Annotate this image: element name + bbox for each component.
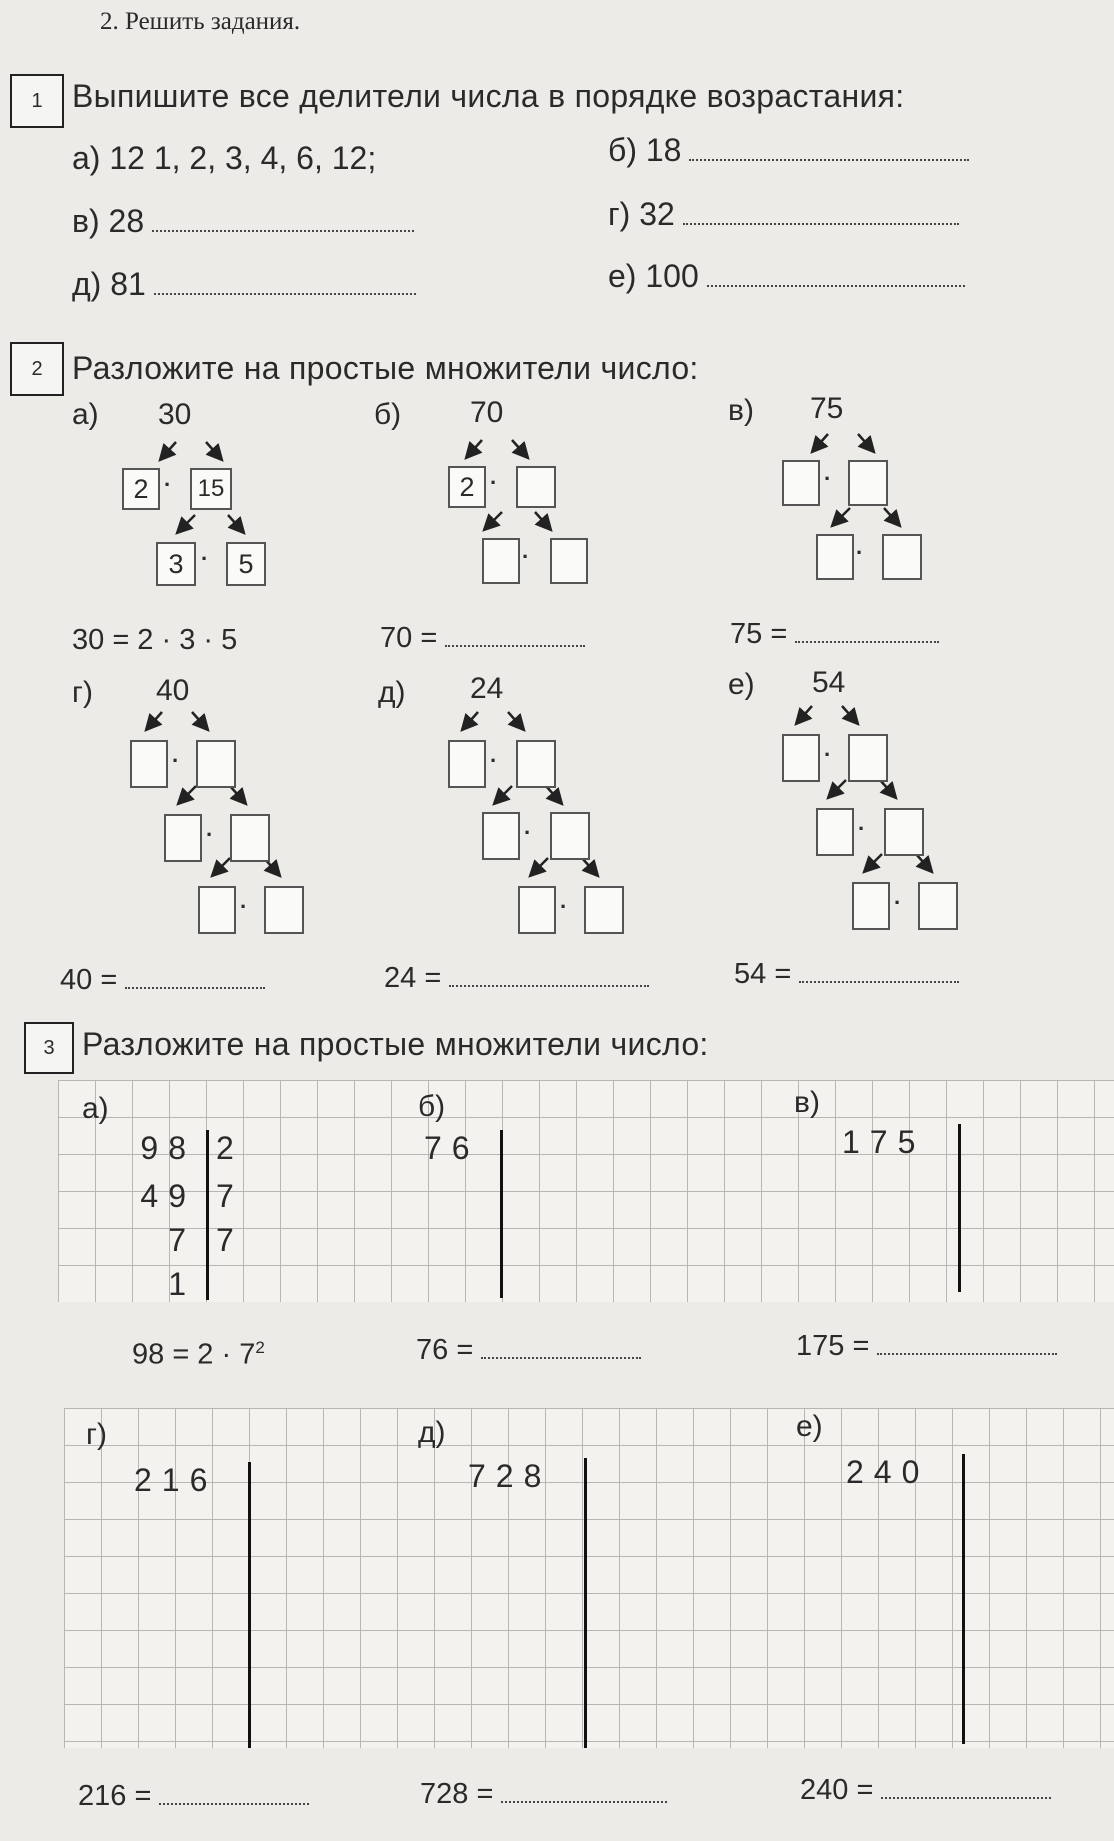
- grid-a-result-text: 98 = 2 · 7: [132, 1338, 256, 1371]
- grid-a-row2-divisor: 7: [216, 1178, 244, 1214]
- arrow: [546, 786, 562, 804]
- tree-d-result-text: 24 =: [384, 962, 442, 994]
- tree-v-label: в): [728, 394, 754, 427]
- answer-line[interactable]: [501, 1797, 667, 1803]
- page-header: 2. Решить задания.: [100, 8, 301, 35]
- multiply-dot: ·: [206, 822, 214, 847]
- tree-b-result: [380, 622, 585, 655]
- grid-d-number: 728: [468, 1458, 552, 1494]
- multiply-dot: ·: [824, 466, 832, 491]
- factor-box[interactable]: [782, 734, 820, 782]
- arrow: [858, 434, 874, 452]
- factor-box[interactable]: [584, 886, 624, 934]
- tree-e-label: е): [728, 668, 755, 701]
- arrow: [178, 786, 196, 804]
- arrow: [535, 512, 551, 530]
- answer-line[interactable]: [481, 1353, 641, 1359]
- factor-box[interactable]: [852, 882, 890, 930]
- factor-box[interactable]: [448, 740, 486, 788]
- multiply-dot: ·: [201, 546, 209, 571]
- arrow: [828, 780, 846, 798]
- grid-e-result-text: 240 =: [800, 1774, 874, 1806]
- task2-number: 2: [10, 342, 64, 396]
- division-line[interactable]: [500, 1130, 503, 1298]
- arrow: [146, 712, 162, 730]
- tree-a-result: 30 = 2 · 3 · 5: [72, 624, 238, 656]
- answer-line[interactable]: [799, 977, 959, 983]
- tree-b-number: 70: [470, 396, 504, 429]
- factor-box[interactable]: [264, 886, 304, 934]
- grid-d-result-text: 728 =: [420, 1778, 494, 1810]
- factor-box[interactable]: 3: [156, 542, 196, 586]
- arrow: [230, 786, 246, 804]
- factor-box[interactable]: 2: [122, 468, 160, 510]
- tree-e-result: [734, 958, 959, 991]
- arrow: [796, 706, 812, 724]
- factor-box[interactable]: 15: [190, 468, 232, 510]
- grid-a-row1-number: 98: [140, 1130, 196, 1166]
- grid-g-result-text: 216 =: [78, 1780, 152, 1812]
- grid-d-result: [420, 1778, 667, 1811]
- task1-item-g-label: г) 32: [608, 196, 675, 232]
- arrow: [812, 434, 828, 452]
- grid-b-result-text: 76 =: [416, 1334, 474, 1366]
- tree-e-result-text: 54 =: [734, 958, 792, 990]
- arrow: [832, 508, 850, 526]
- multiply-dot: ·: [856, 540, 864, 565]
- factor-box[interactable]: [516, 466, 556, 508]
- task2-title: Разложите на простые множители число:: [72, 350, 699, 386]
- tree-v-result-text: 75 =: [730, 618, 788, 650]
- multiply-dot: ·: [824, 742, 832, 767]
- factor-box[interactable]: [882, 534, 922, 580]
- grid-g-label: г): [86, 1418, 107, 1451]
- multiply-dot: ·: [172, 748, 180, 773]
- answer-line[interactable]: [881, 1793, 1051, 1799]
- tree-g-label: г): [72, 676, 93, 709]
- factor-box[interactable]: [918, 882, 958, 930]
- grid-a-row3-number: 7: [168, 1222, 196, 1258]
- division-line[interactable]: [962, 1454, 965, 1744]
- division-line: [206, 1130, 209, 1300]
- task1-title: Выпишите все делители числа в порядке возрастания:: [72, 78, 905, 114]
- tree-v-number: 75: [810, 392, 844, 425]
- grid-b-label: б): [418, 1090, 446, 1123]
- arrow: [228, 515, 244, 533]
- tree-d-number: 24: [470, 672, 504, 705]
- grid-a-result: [132, 1338, 265, 1372]
- grid-v-result-text: 175 =: [796, 1330, 870, 1362]
- task1-item-a-answer: 1, 2, 3, 4, 6, 12;: [153, 140, 377, 176]
- factor-box[interactable]: [550, 812, 590, 860]
- multiply-dot: ·: [894, 890, 902, 915]
- exponent: 2: [255, 1338, 265, 1357]
- factor-box[interactable]: [884, 808, 924, 856]
- tree-b-result-text: 70 =: [380, 622, 438, 654]
- grid-a-row4-number: 1: [168, 1266, 196, 1302]
- multiply-dot: ·: [522, 544, 530, 569]
- answer-line[interactable]: [125, 983, 265, 989]
- task1-item-b-label: б) 18: [608, 132, 682, 168]
- grid-g-result: [78, 1780, 309, 1813]
- factor-box[interactable]: [816, 534, 854, 580]
- grid-b-number: 76: [424, 1130, 480, 1166]
- arrow: [530, 858, 548, 876]
- answer-line[interactable]: [877, 1349, 1057, 1355]
- grid-d-label: д): [418, 1416, 446, 1449]
- arrow: [192, 712, 208, 730]
- grid-v-number: 175: [842, 1124, 926, 1160]
- division-line[interactable]: [584, 1458, 587, 1748]
- grid-e-label: е): [796, 1410, 823, 1443]
- tree-g-result-text: 40 =: [60, 964, 118, 996]
- factor-box[interactable]: [816, 808, 854, 856]
- factor-box[interactable]: 5: [226, 542, 266, 586]
- factor-box[interactable]: [516, 740, 556, 788]
- grid-a-label: а): [82, 1092, 109, 1125]
- answer-line[interactable]: [445, 641, 585, 647]
- tree-b-label: б): [374, 398, 402, 431]
- arrow: [916, 854, 932, 872]
- tree-d-result: [384, 962, 649, 995]
- arrow: [177, 515, 195, 533]
- answer-line[interactable]: [795, 637, 939, 643]
- multiply-dot: ·: [524, 820, 532, 845]
- arrow: [880, 780, 896, 798]
- answer-line[interactable]: [159, 1799, 309, 1805]
- tree-d-label: д): [378, 676, 406, 709]
- task1-item-v-label: в) 28: [72, 203, 145, 239]
- grid-paper-row2: [64, 1408, 1114, 1748]
- multiply-dot: ·: [490, 748, 498, 773]
- multiply-dot: ·: [490, 470, 498, 495]
- factor-box[interactable]: [518, 886, 556, 934]
- arrow: [508, 712, 524, 730]
- grid-b-result: [416, 1334, 641, 1367]
- multiply-dot: ·: [858, 816, 866, 841]
- arrow: [160, 442, 176, 460]
- arrow: [842, 706, 858, 724]
- task1-item-d-label: д) 81: [72, 266, 146, 302]
- factor-box[interactable]: [848, 734, 888, 782]
- arrow: [884, 508, 900, 526]
- task1-item-e-label: е) 100: [608, 258, 699, 294]
- tree-g-number: 40: [156, 674, 190, 707]
- division-line[interactable]: [248, 1462, 251, 1748]
- grid-g-number: 216: [134, 1462, 218, 1498]
- grid-e-number: 240: [846, 1454, 930, 1490]
- tree-g-result: [60, 964, 265, 997]
- tree-e-number: 54: [812, 666, 846, 699]
- tree-a-label: а): [72, 398, 99, 431]
- factor-box[interactable]: [782, 460, 820, 506]
- tree-v-result: [730, 618, 939, 651]
- answer-line[interactable]: [449, 981, 649, 987]
- arrow: [212, 858, 230, 876]
- factor-box[interactable]: [848, 460, 888, 506]
- arrow: [462, 712, 478, 730]
- task3-title: Разложите на простые множители число:: [82, 1026, 709, 1062]
- arrow: [466, 440, 482, 458]
- arrow: [494, 786, 512, 804]
- task1-number: 1: [10, 74, 64, 128]
- division-line[interactable]: [958, 1124, 961, 1292]
- factor-box[interactable]: [130, 740, 168, 788]
- grid-v-result: [796, 1330, 1057, 1363]
- multiply-dot: ·: [240, 894, 248, 919]
- factor-box[interactable]: [198, 886, 236, 934]
- task1-item-a-label: а) 12: [72, 140, 145, 176]
- factor-box[interactable]: [482, 812, 520, 860]
- task3-number: 3: [24, 1022, 74, 1074]
- grid-v-label: в): [794, 1086, 820, 1119]
- arrow: [582, 858, 598, 876]
- arrow: [512, 440, 528, 458]
- factor-box[interactable]: [164, 814, 202, 862]
- factor-box[interactable]: [230, 814, 270, 862]
- tree-a-number: 30: [158, 398, 192, 431]
- factor-box[interactable]: [550, 538, 588, 584]
- factor-box[interactable]: [482, 538, 520, 584]
- arrow: [484, 512, 502, 530]
- multiply-dot: ·: [164, 472, 172, 497]
- grid-e-result: [800, 1774, 1051, 1807]
- multiply-dot: ·: [560, 894, 568, 919]
- factor-box[interactable]: 2: [448, 466, 486, 508]
- grid-a-row3-divisor: 7: [216, 1222, 244, 1258]
- grid-a-row2-number: 49: [140, 1178, 196, 1214]
- factor-box[interactable]: [196, 740, 236, 788]
- arrow: [206, 442, 222, 460]
- arrow: [864, 854, 882, 872]
- grid-a-row1-divisor: 2: [216, 1130, 244, 1166]
